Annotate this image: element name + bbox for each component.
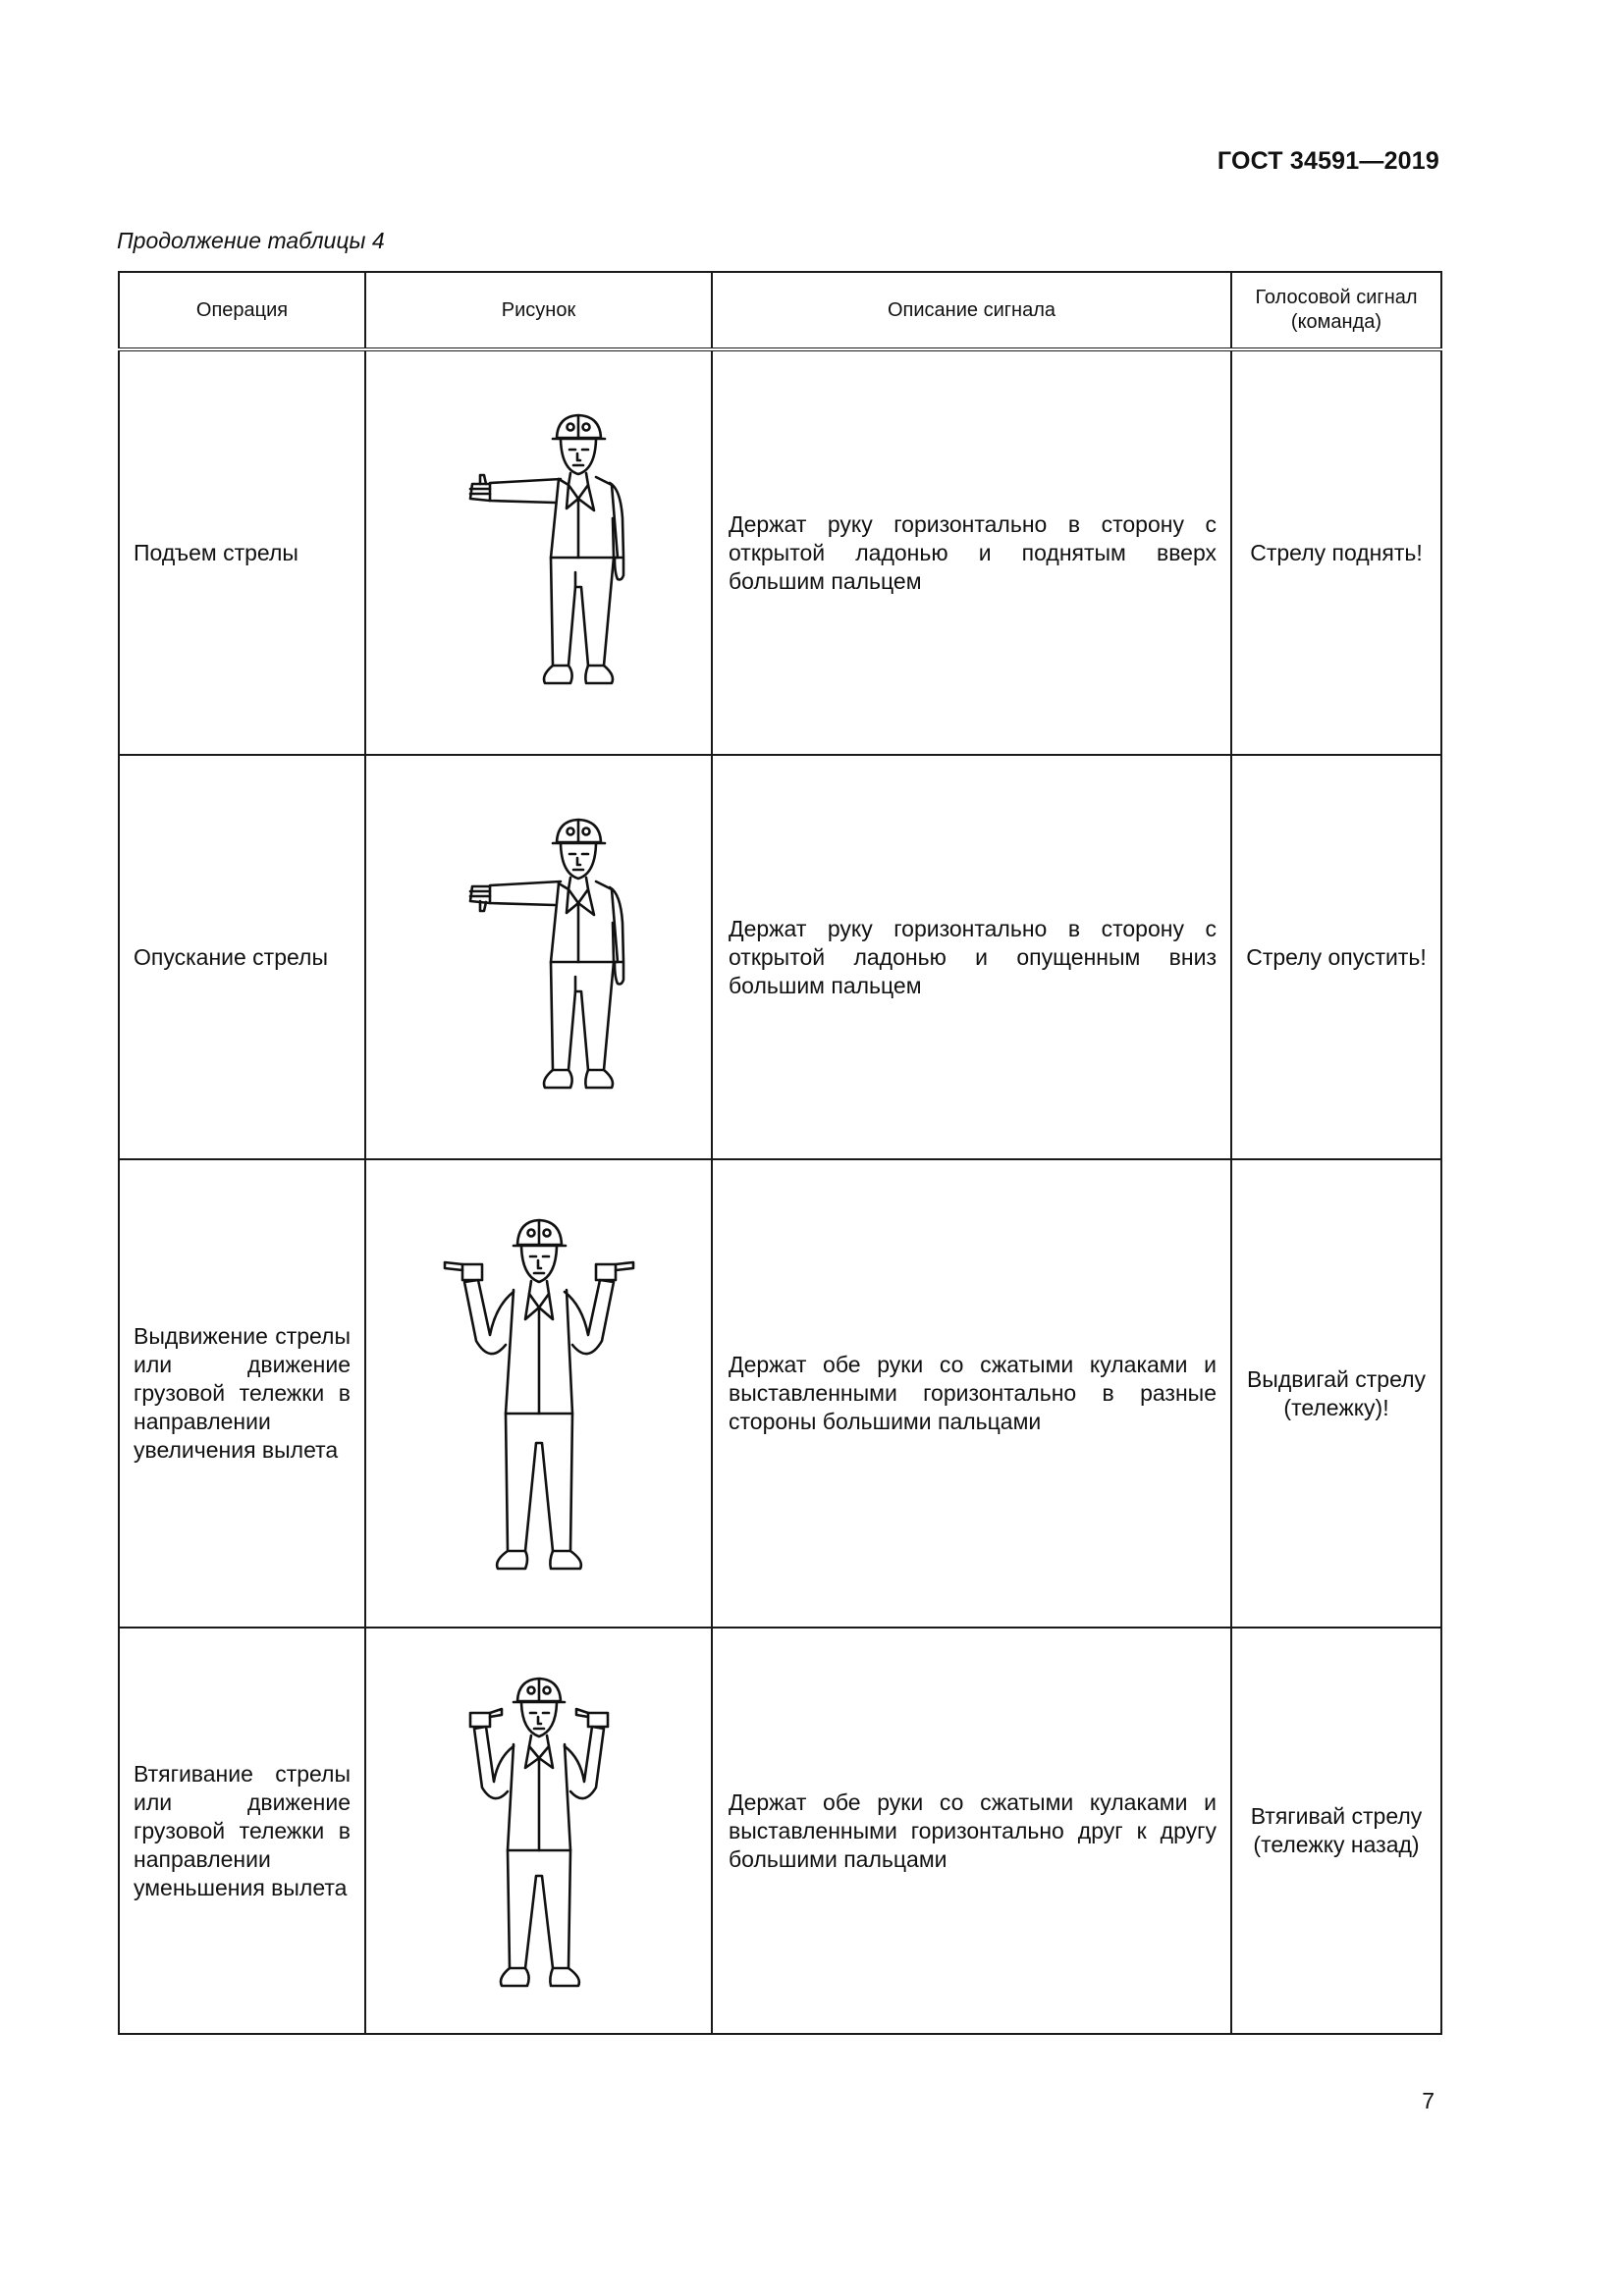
description-cell: Держат обе руки со сжатыми кулаками и выставленными горизонтально в разные стороны большими пальцами xyxy=(712,1159,1231,1628)
table-row xyxy=(119,1159,1441,1628)
operation-cell: Выдвижение стрелы или движение грузовой тележки в направлении увеличения вылета xyxy=(119,1159,365,1628)
table-header-row xyxy=(119,272,1441,349)
voice-cell: Выдвигай стрелу (тележку)! xyxy=(1231,1159,1441,1628)
voice-cell: Стрелу поднять! xyxy=(1231,349,1441,755)
voice-cell: Втягивай стрелу (тележку назад) xyxy=(1231,1628,1441,2034)
signals-table xyxy=(118,271,1442,2035)
description-cell: Держат руку горизонтально в сторону с открытой ладонью и поднятым вверх большим пальцем xyxy=(712,349,1231,755)
operation-cell: Втягивание стрелы или движение грузовой тележки в направлении уменьшения вылета xyxy=(119,1628,365,2034)
figure-cell xyxy=(365,1628,712,2034)
page-number: 7 xyxy=(1422,2088,1435,2113)
column-header-description: Описание сигнала xyxy=(712,272,1231,349)
column-header-operation: Операция xyxy=(119,272,365,349)
worker-both-arms-thumbs-out-icon xyxy=(421,1198,657,1590)
worker-both-arms-thumbs-in-icon xyxy=(441,1664,637,1998)
table-row xyxy=(119,755,1441,1159)
worker-arm-side-thumb-down-icon xyxy=(421,795,657,1119)
operation-cell: Опускание стрелы xyxy=(119,755,365,1159)
worker-arm-side-thumb-up-icon xyxy=(421,391,657,715)
figure-cell xyxy=(365,349,712,755)
voice-cell: Стрелу опустить! xyxy=(1231,755,1441,1159)
operation-cell: Подъем стрелы xyxy=(119,349,365,755)
figure-cell xyxy=(365,755,712,1159)
table-row xyxy=(119,1628,1441,2034)
table-row xyxy=(119,349,1441,755)
table-caption: Продолжение таблицы 4 xyxy=(117,228,385,253)
description-cell: Держат руку горизонтально в сторону с открытой ладонью и опущенным вниз большим пальцем xyxy=(712,755,1231,1159)
column-header-voice: Голосовой сигнал (команда) xyxy=(1231,272,1441,349)
description-cell: Держат обе руки со сжатыми кулаками и выставленными горизонтально друг к другу большими пальцами xyxy=(712,1628,1231,2034)
figure-cell xyxy=(365,1159,712,1628)
document-code: ГОСТ 34591—2019 xyxy=(1217,147,1439,175)
column-header-figure: Рисунок xyxy=(365,272,712,349)
